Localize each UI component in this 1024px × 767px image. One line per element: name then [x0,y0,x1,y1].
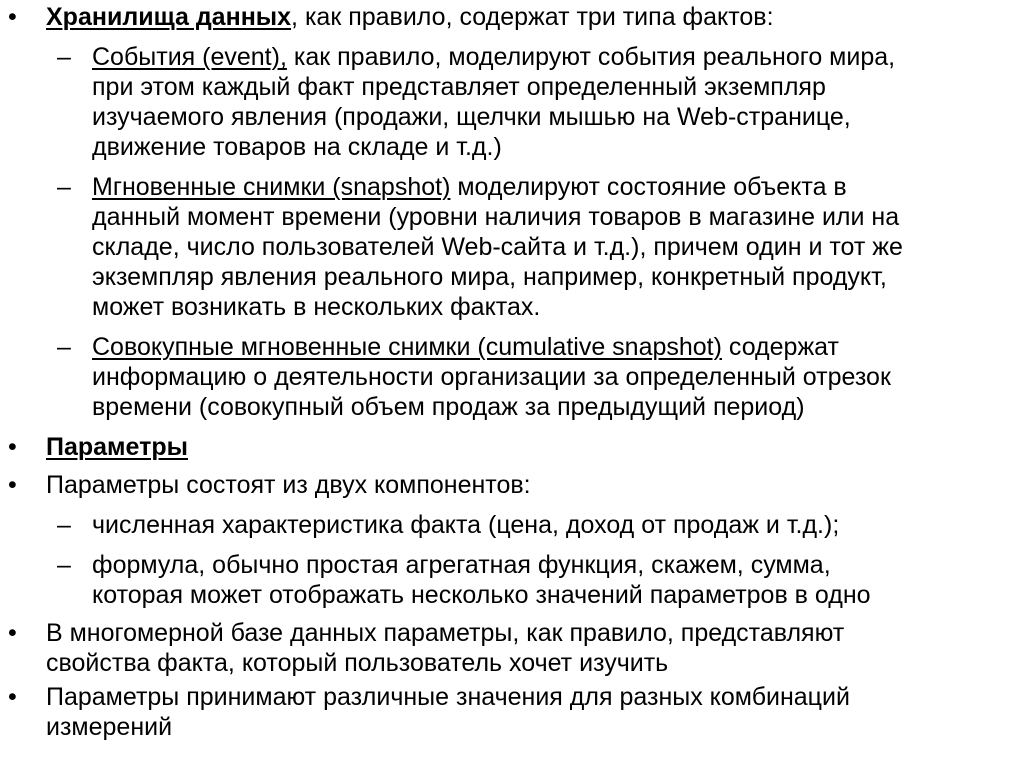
sub-item-cumulative-line-1 [92,332,839,362]
bullet-text-multidimensional-line-1: В многомерной базе данных параметры, как правило, представляют [46,619,845,647]
sub-item-events-line-4: движение товаров на складе и т.д.) [92,133,502,161]
text-fragment: как правило, моделируют события реального мира, [286,43,896,71]
bullet-text-storage-facts [46,2,774,32]
bullet-marker: • [8,683,17,711]
bullet-marker: • [8,433,17,461]
text-fragment: содержат [721,333,839,361]
sub-item-snapshot-line-2: данный момент времени (уровни наличия товаров в магазине или на [92,203,900,231]
bullet-marker: • [8,3,17,31]
sub-item-cumulative-line-2: информацию о деятельности организации за определенный отрезок [92,363,891,391]
sub-item-snapshot-line-3: складе, число пользователей Web-сайта и т.д.), причем один и тот же [92,233,903,261]
sub-item-events-line-2: при этом каждый факт представляет определенный экземпляр [92,73,826,101]
sub-item-snapshot-line-4: экземпляр явления реального мира, например, конкретный продукт, [92,263,887,291]
text-fragment: , как правило, содержат три типа фактов: [291,3,774,31]
bullet-text-values-line-1: Параметры принимают различные значения для разных комбинаций [46,683,850,711]
bullet-marker: • [8,619,17,647]
text-fragment: моделируют состояние объекта в [450,173,847,201]
sub-item-formula-line-2: которая может отображать несколько значений параметров в одно [92,581,871,609]
sub-item-events-line-1 [92,42,895,72]
dash-marker: – [57,551,71,579]
bullet-text-values-line-2: измерений [46,713,173,741]
dash-marker: – [57,333,71,361]
dash-marker: – [57,511,71,539]
sub-item-numeric-characteristic: численная характеристика факта (цена, доход от продаж и т.д.); [92,511,840,539]
bullet-marker: • [8,471,17,499]
term-cumulative-snapshot: Совокупные мгновенные снимки (cumulative snapshot) [92,333,722,361]
sub-item-formula-line-1: формула, обычно простая агрегатная функция, скажем, сумма, [92,551,831,579]
dash-marker: – [57,173,71,201]
sub-item-snapshot-line-1 [92,172,847,202]
sub-item-cumulative-line-3: времени (совокупный объем продаж за предыдущий период) [92,393,805,421]
bullet-text-multidimensional-line-2: свойства факта, который пользователь хочет изучить [46,649,669,677]
term-snapshot: Мгновенные снимки (snapshot) [92,173,451,201]
term-events: События (event), [92,43,287,71]
sub-item-events-line-3: изучаемого явления (продажи, щелчки мышью на Web-странице, [92,103,851,131]
dash-marker: – [57,43,71,71]
sub-item-snapshot-line-5: может возникать в нескольких фактах. [92,293,541,321]
bullet-text-parameters-components: Параметры состоят из двух компонентов: [46,471,531,499]
heading-parameters: Параметры [46,433,188,461]
term-data-warehouses: Хранилища данных [46,3,292,31]
